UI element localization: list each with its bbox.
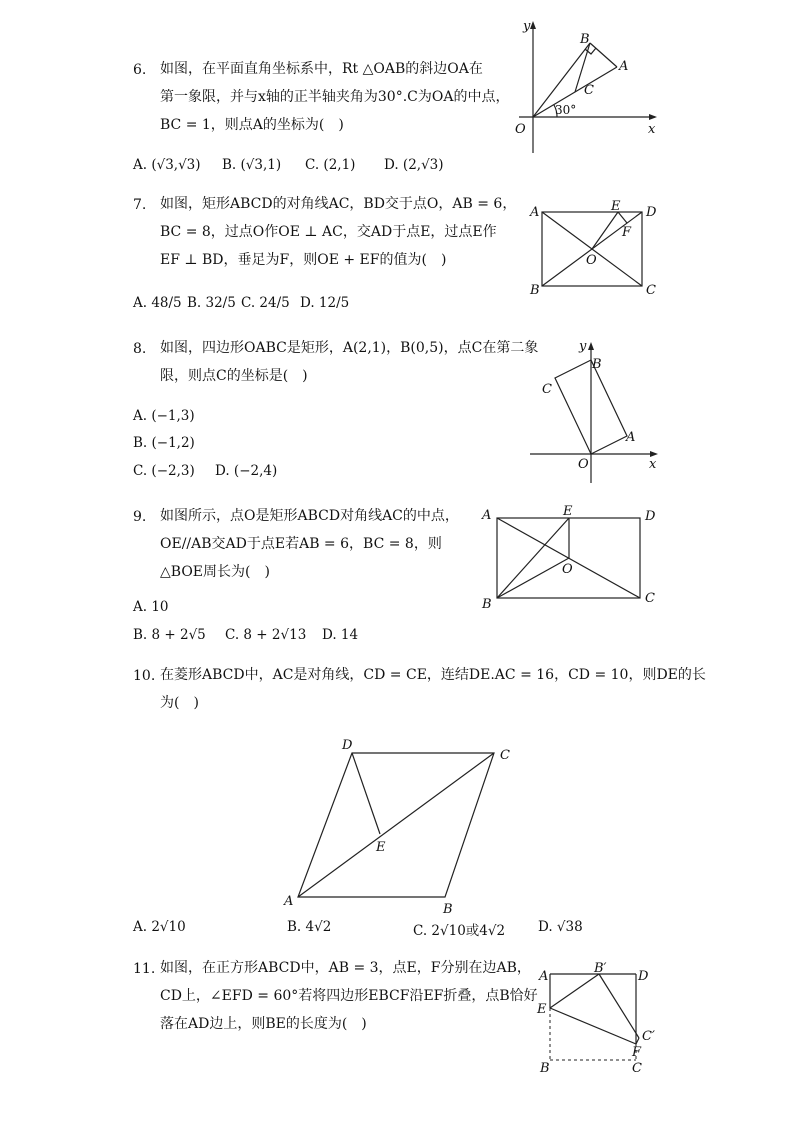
stem-line: 在菱形ABCD中，AC是对角线，CD = CE，连结DE.AC = 16，CD = 10，则DE的长 <box>160 667 706 683</box>
question-10-stem <box>160 661 706 717</box>
label-c: C <box>542 382 552 397</box>
option-c: C. 2√10或4√2 <box>413 923 506 939</box>
stem-line: 如图，在正方形ABCD中，AB = 3，点E，F分别在边AB， <box>160 960 531 976</box>
option-c: C. 24/5 <box>241 295 290 311</box>
label-e: E <box>611 199 621 214</box>
label-e: E <box>376 840 386 855</box>
label-x: x <box>649 457 657 472</box>
figure-q10 <box>280 733 520 918</box>
stem-line: 落在AD边上，则BE的长度为( ) <box>160 1016 367 1032</box>
option-d: D. (2,√3) <box>384 157 444 173</box>
label-angle: 30° <box>555 103 577 117</box>
label-y: y <box>523 19 531 34</box>
question-11-number: 11. <box>133 961 156 977</box>
stem-line: 如图，矩形ABCD的对角线AC，BD交于点O，AB = 6， <box>160 196 517 212</box>
option-b: B. (√3,1) <box>222 157 282 173</box>
question-8-number: 8. <box>133 341 147 357</box>
label-d: D <box>645 509 656 524</box>
option-b: B. 32/5 <box>187 295 236 311</box>
label-c: C <box>500 748 510 763</box>
label-b-prime: B′ <box>594 961 607 976</box>
question-7-number: 7. <box>133 197 147 213</box>
label-c: C <box>584 83 594 98</box>
label-d: D <box>638 969 649 984</box>
stem-line: BC = 8，过点O作OE ⊥ AC，交AD于点E，过点E作 <box>160 224 497 240</box>
option-a: A. 10 <box>133 599 169 615</box>
option-a: A. (−1,3) <box>133 408 195 424</box>
label-x: x <box>648 122 656 137</box>
label-a: A <box>619 59 629 74</box>
question-6-number: 6. <box>133 62 147 78</box>
figure-q7 <box>525 198 665 298</box>
label-a: A <box>539 969 549 984</box>
option-d: D. 14 <box>322 627 359 643</box>
label-a: A <box>626 430 636 445</box>
label-c: C <box>646 283 656 298</box>
option-a: A. 48/5 <box>133 295 182 311</box>
stem-line: BC = 1，则点A的坐标为( ) <box>160 117 344 133</box>
label-a: A <box>530 205 540 220</box>
label-b: B <box>482 597 492 612</box>
figure-q6 <box>505 15 665 155</box>
option-c: C. (−2,3) <box>133 463 195 479</box>
label-b: B <box>540 1061 550 1076</box>
label-b: B <box>443 902 453 917</box>
question-6-stem <box>160 55 509 139</box>
figure-q9 <box>478 500 668 615</box>
label-a: A <box>284 894 294 909</box>
label-c-prime: C′ <box>642 1029 655 1044</box>
stem-line: △BOE周长为( ) <box>160 564 270 580</box>
option-c: C. (2,1) <box>305 157 356 173</box>
stem-line: 限，则点C的坐标是( ) <box>160 368 308 384</box>
option-a: A. (√3,√3) <box>133 157 201 173</box>
stem-line: 第一象限，并与x轴的正半轴夹角为30°.C为OA的中点， <box>160 89 510 105</box>
stem-line: 如图，在平面直角坐标系中，Rt △OAB的斜边OA在 <box>160 61 483 77</box>
option-d: D. (−2,4) <box>215 463 278 479</box>
label-f: F <box>622 225 632 240</box>
option-b: B. 8 + 2√5 <box>133 627 206 643</box>
stem-line: OE//AB交AD于点E若AB = 6，BC = 8，则 <box>160 536 442 552</box>
option-d: D. 12/5 <box>300 295 350 311</box>
label-o: O <box>562 562 573 577</box>
option-b: B. (−1,2) <box>133 435 195 451</box>
label-e: E <box>537 1002 547 1017</box>
label-c: C <box>645 591 655 606</box>
stem-line: 如图所示，点O是矩形ABCD对角线AC的中点， <box>160 508 459 524</box>
question-9-number: 9. <box>133 509 147 525</box>
stem-line: 为( ) <box>160 695 199 711</box>
stem-line: CD上，∠EFD = 60°若将四边形EBCF沿EF折叠，点B恰好 <box>160 988 538 1004</box>
label-e: E <box>563 504 573 519</box>
question-10-number: 10. <box>133 668 156 684</box>
label-b: B <box>580 32 590 47</box>
option-c: C. 8 + 2√13 <box>225 627 307 643</box>
stem-line: EF ⊥ BD，垂足为F，则OE + EF的值为( ) <box>160 252 447 268</box>
question-7-stem <box>160 190 516 274</box>
label-y: y <box>579 339 587 354</box>
label-b: B <box>592 357 602 372</box>
figure-q8 <box>525 338 665 483</box>
label-b: B <box>530 283 540 298</box>
label-f: F <box>632 1045 642 1060</box>
label-d: D <box>646 205 657 220</box>
option-b: B. 4√2 <box>287 919 332 935</box>
question-11-stem <box>160 954 538 1038</box>
label-o: O <box>586 253 597 268</box>
question-8-stem <box>160 334 538 390</box>
option-d: D. √38 <box>538 919 583 935</box>
question-9-stem <box>160 502 459 586</box>
label-o: O <box>515 122 526 137</box>
label-o: O <box>578 457 589 472</box>
label-d: D <box>342 738 353 753</box>
stem-line: 如图，四边形OABC是矩形，A(2,1)，B(0,5)，点C在第二象 <box>160 340 539 356</box>
option-a: A. 2√10 <box>133 919 186 935</box>
label-c: C <box>632 1061 642 1076</box>
label-a: A <box>482 508 492 523</box>
figure-q11 <box>534 960 674 1078</box>
